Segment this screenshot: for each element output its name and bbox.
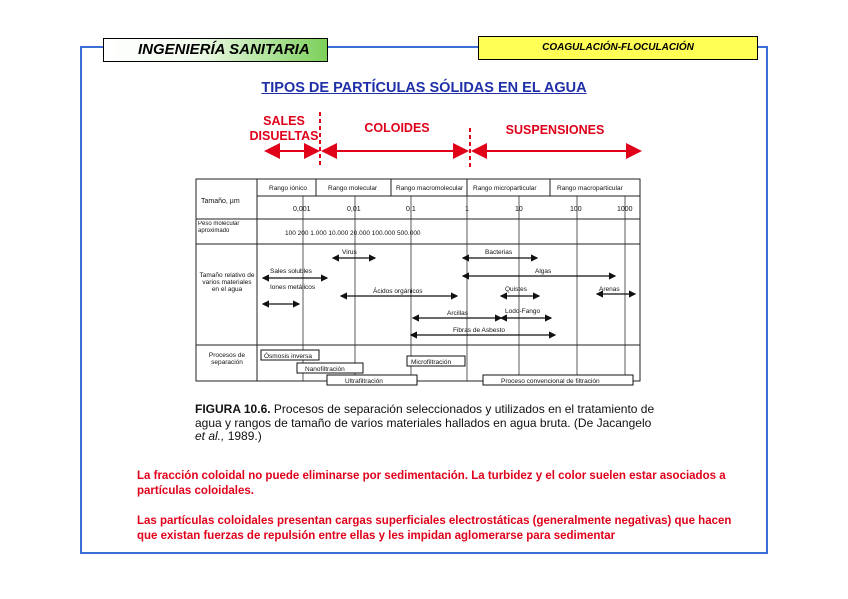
scale-gridlines xyxy=(303,196,625,381)
category-sales-line2: DISUELTAS xyxy=(249,129,319,143)
category-suspensiones: SUSPENSIONES xyxy=(505,123,605,137)
header-right-title: COAGULACIÓN-FLOCULACIÓN xyxy=(478,36,758,60)
peso-values: 100 200 1.000 10.000 20.000 100.000 500.000 xyxy=(285,230,421,237)
caption-label: FIGURA 10.6. xyxy=(195,402,271,416)
row-label-procesos-wrap xyxy=(198,352,256,374)
label-virus: Virus xyxy=(342,249,357,256)
tick-label: 100 xyxy=(570,206,582,213)
row-label-peso: Peso molecular aproximado xyxy=(198,221,240,234)
note-colloidal-charges: Las partículas coloidales presentan cargas superficiales electrostáticas (generalmente negativas) que hacen que existan fuerzas de repulsión entre ellas y les impidan aglomerarse para sedimentar xyxy=(137,515,732,542)
range-macroparticular: Rango macroparticular xyxy=(557,185,623,192)
row-label-relativo: Tamaño relativo de varios materiales en el agua xyxy=(199,272,255,293)
tick-label: 1000 xyxy=(617,206,633,213)
range-molecular: Rango molecular xyxy=(328,185,378,192)
row-label-relativo-wrap xyxy=(198,272,256,312)
category-coloides: COLOIDES xyxy=(364,121,430,135)
figure-caption xyxy=(195,403,655,444)
caption-text-b: 1989.) xyxy=(224,429,262,443)
figure-diagram xyxy=(195,172,655,400)
label-fibras: Fibras de Asbesto xyxy=(453,327,506,334)
row-label-peso-wrap xyxy=(198,221,256,243)
label-microfiltracion: Microfiltración xyxy=(411,359,452,366)
range-ionico: Rango iónico xyxy=(269,185,307,192)
header-left-title: INGENIERÍA SANITARIA xyxy=(103,38,328,62)
label-convencional: Proceso convencional de filtración xyxy=(501,378,600,385)
label-algas: Algas xyxy=(535,268,552,275)
tick-label: 1 xyxy=(465,206,469,213)
note-colloidal-fraction: La fracción coloidal no puede eliminarse por sedimentación. La turbidez y el color suelen estar asociados a partículas coloidales. xyxy=(137,470,726,497)
tick-label: 0,1 xyxy=(406,206,416,213)
row-label-tamano: Tamaño, µm xyxy=(201,198,240,205)
tick-label: 0,01 xyxy=(347,206,361,213)
label-quistes: Quistes xyxy=(505,286,528,293)
label-arcillas: Arcillas xyxy=(447,310,468,317)
label-lodo: Lodo-Fango xyxy=(505,308,541,315)
page-title-text: TIPOS DE PARTÍCULAS SÓLIDAS EN EL AGUA xyxy=(261,80,587,96)
figure-10-6 xyxy=(195,172,655,400)
row-label-procesos: Procesos de separación xyxy=(208,352,246,366)
label-arenas: Arenas xyxy=(599,286,620,293)
label-nanofiltracion: Nanofiltración xyxy=(305,366,345,373)
tick-label: 0,001 xyxy=(293,206,311,213)
label-bacterias: Bacterias xyxy=(485,249,513,256)
label-osmosis: Ósmosis inversa xyxy=(264,353,313,360)
caption-etal: et al., xyxy=(195,429,225,443)
label-sales-solubles: Sales solubles xyxy=(270,268,312,275)
range-microparticular: Rango microparticular xyxy=(473,185,537,192)
range-macromolecular: Rango macromolecular xyxy=(396,185,464,192)
tick-label: 10 xyxy=(515,206,523,213)
caption-text-a: Procesos de separación seleccionados y utilizados en el tratamiento de agua y rangos de tamaño de varios materiales hallados en agua bruta. (De Jacangelo xyxy=(195,402,655,430)
category-sales-line1: SALES xyxy=(263,114,305,128)
label-ultrafiltracion: Ultrafiltración xyxy=(345,378,383,385)
label-iones-metalicos: Iones metálicos xyxy=(270,284,316,291)
label-acidos-organicos: Ácidos orgánicos xyxy=(373,288,423,295)
